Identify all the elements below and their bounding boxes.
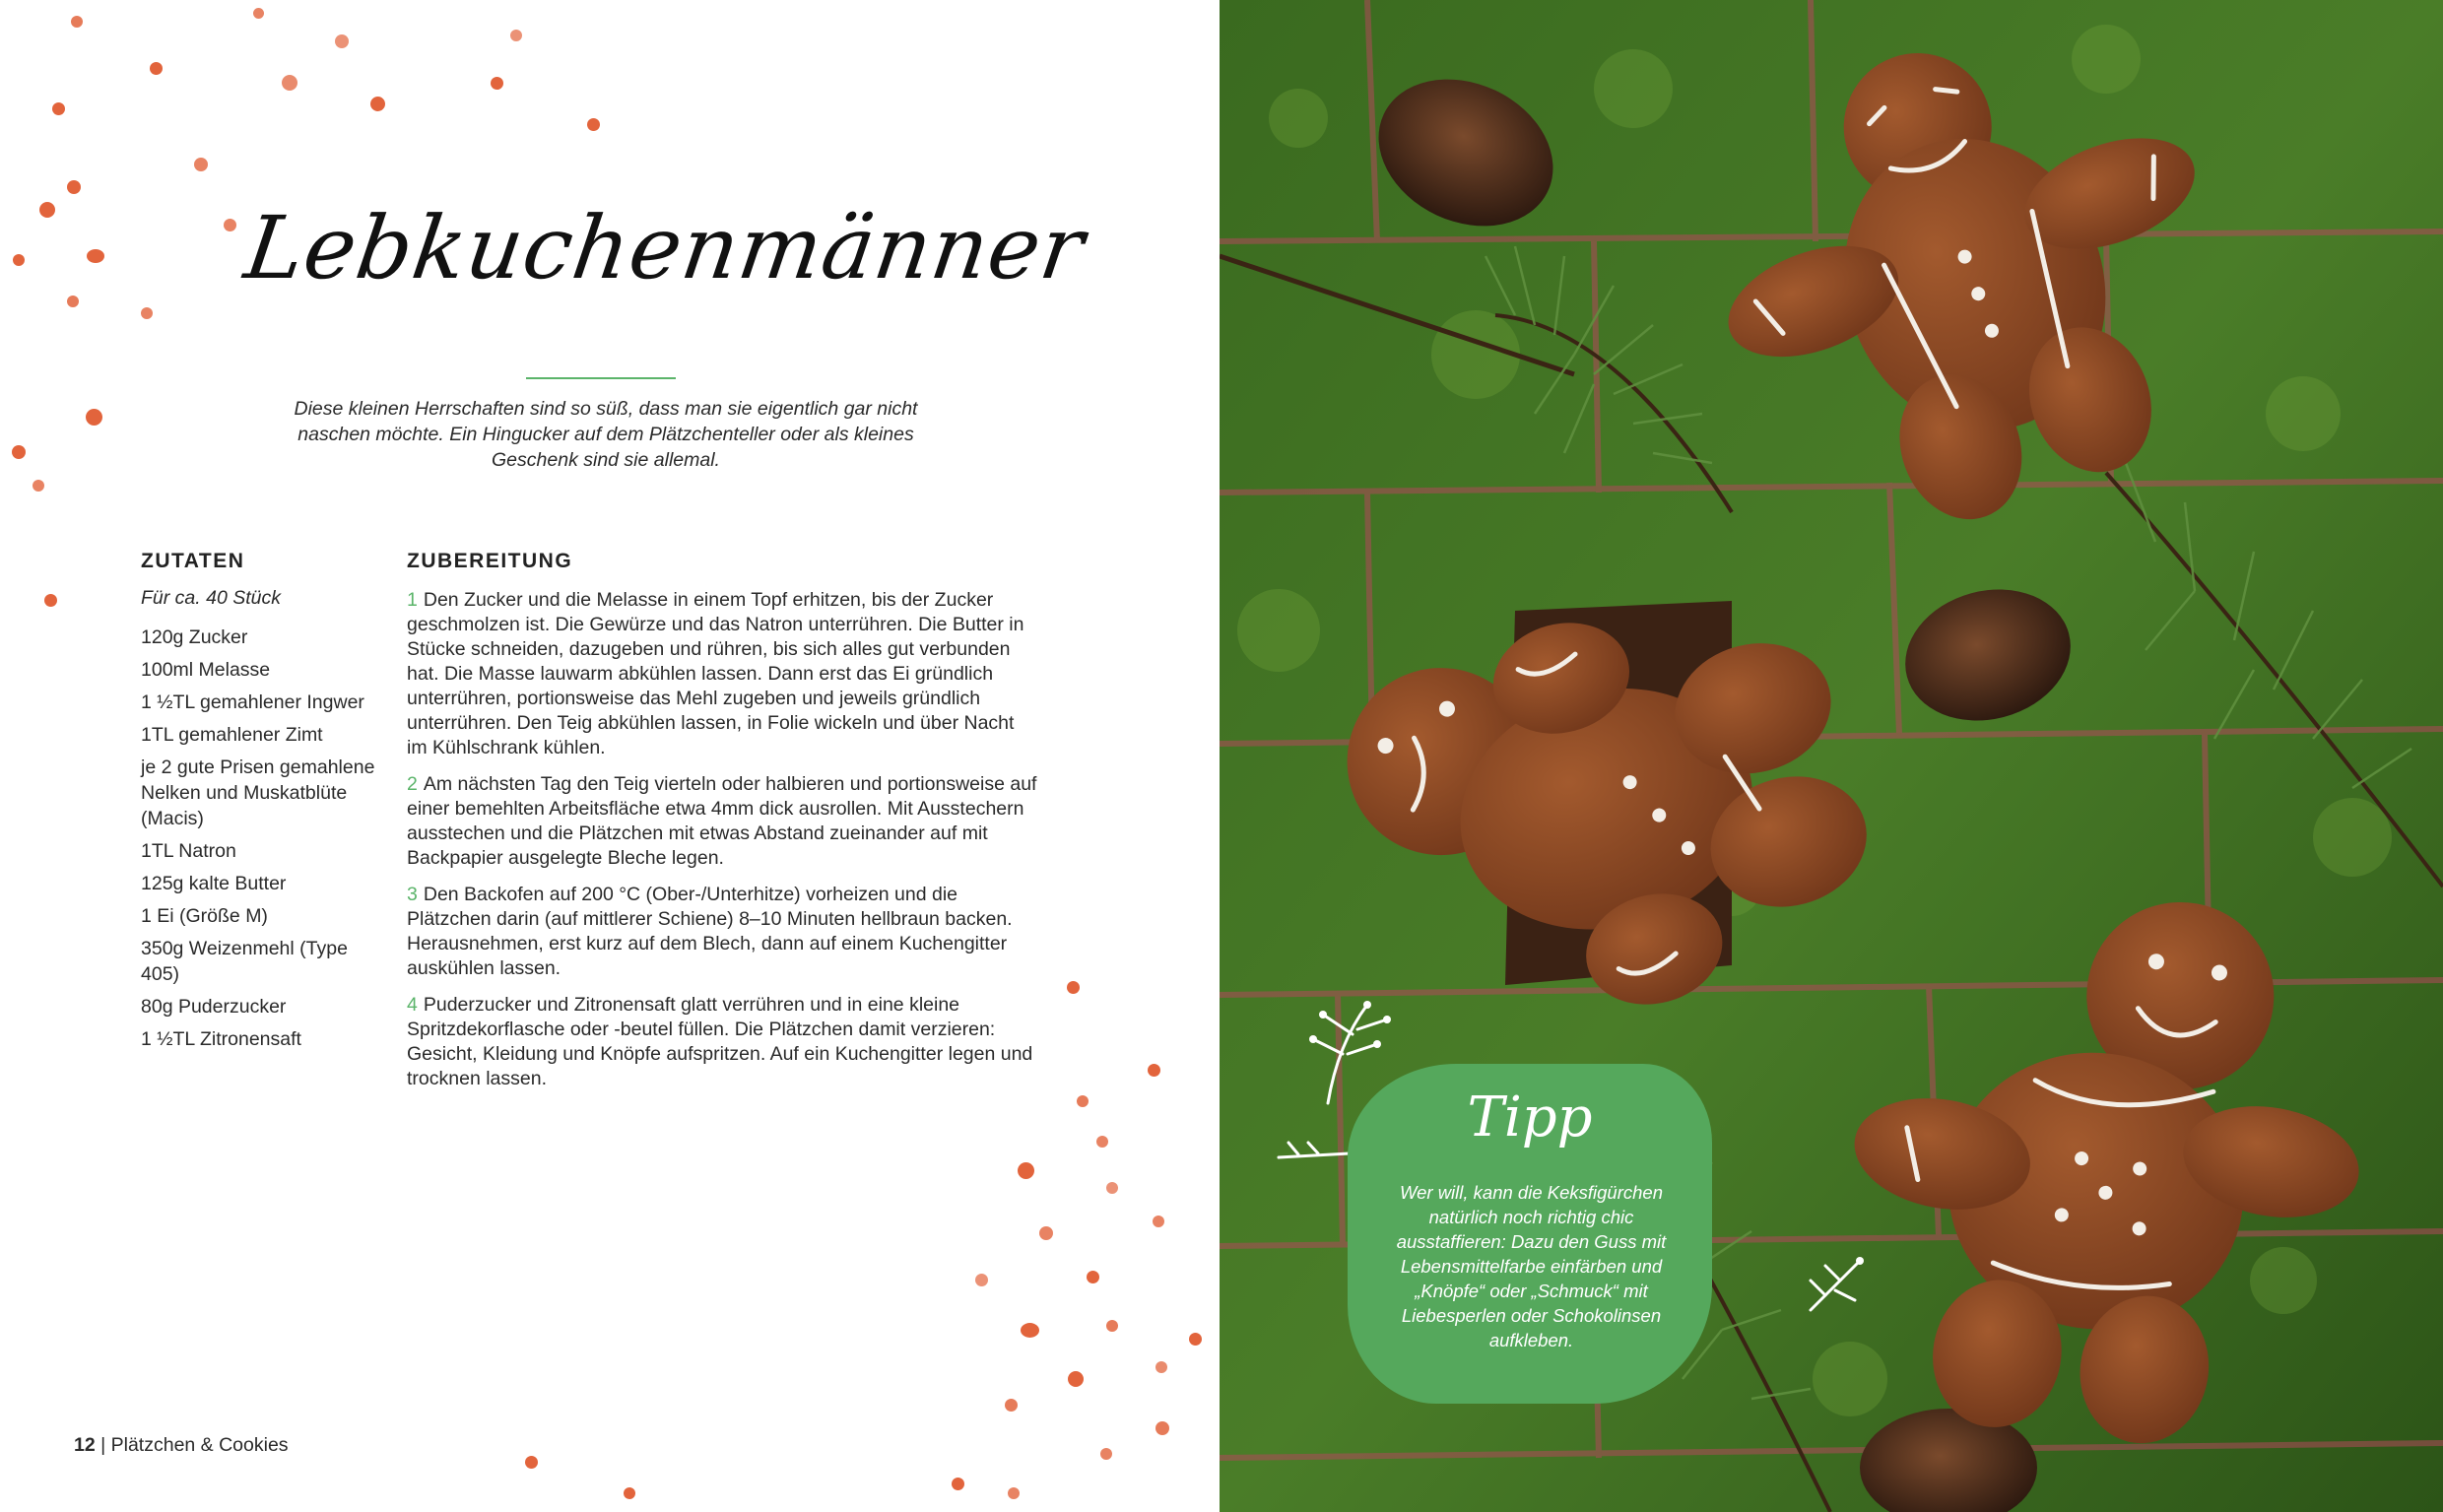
step-text: Den Backofen auf 200 °C (Ober-/Unterhitze) vorheizen und die Plätzchen darin (auf mittlerer Schiene) 8–10 Minuten hellbraun backen. Herausnehmen, erst kurz auf dem Blech, dann auf einem Kuchengitter auskühlen lassen. <box>407 884 1013 979</box>
preparation-steps <box>407 588 1037 1103</box>
confetti-dot <box>33 480 44 492</box>
confetti-dot <box>141 307 153 319</box>
confetti-dot <box>1008 1487 1020 1499</box>
confetti-dot <box>1005 1399 1018 1412</box>
confetti-dot <box>624 1487 635 1499</box>
confetti-dot <box>1100 1448 1112 1460</box>
step-text: Den Zucker und die Melasse in einem Topf erhitzen, bis der Zucker geschmolzen ist. Die Gewürze und das Natron unterrühren. Die Butter in Stücke schneiden, dazugeben und rühren, bis sich alles gut verbunden hat. Die Masse lauwarm abkühlen lassen. Dann erst das Ei gründlich unterrühren, portionsweise das Mehl zugeben und jeweils gründlich unterrühren. Den Teig abkühlen lassen, in Folie wickeln und über Nacht im Kühlschrank kühlen. <box>407 589 1024 758</box>
ingredient-item: 80g Puderzucker <box>141 996 287 1018</box>
left-page <box>0 0 1220 1512</box>
confetti-dot <box>1087 1271 1099 1283</box>
confetti-dot <box>1021 1323 1039 1338</box>
confetti-dot <box>370 97 385 111</box>
confetti-dot <box>952 1478 964 1490</box>
ingredients-yield: Für ca. 40 Stück <box>141 587 281 609</box>
confetti-dot <box>1155 1361 1167 1373</box>
confetti-dot <box>335 34 349 48</box>
page-footer <box>74 1434 289 1457</box>
step-number: 1 <box>407 589 418 611</box>
confetti-dot <box>975 1274 988 1286</box>
confetti-dot <box>224 219 236 231</box>
confetti-dot <box>194 158 208 171</box>
preparation-step <box>407 993 1037 1091</box>
confetti-dot <box>87 249 104 263</box>
confetti-dot <box>1155 1421 1169 1435</box>
ingredient-item: 1 ½TL gemahlener Ingwer <box>141 691 364 713</box>
preparation-step <box>407 883 1037 981</box>
confetti-dot <box>1018 1162 1034 1179</box>
confetti-dot <box>1153 1216 1164 1227</box>
ingredient-item: 1TL gemahlener Zimt <box>141 724 323 746</box>
ingredients-list <box>141 625 377 1059</box>
confetti-dot <box>86 409 102 426</box>
step-number: 2 <box>407 773 418 795</box>
step-text: Puderzucker und Zitronensaft glatt verrühren und in eine kleine Spritzdekorflasche oder -beutel füllen. Die Plätzchen damit verzieren: Gesicht, Kleidung und Knöpfe aufspritzen. Auf ein Kuchengitter legen und trocknen lassen. <box>407 994 1033 1089</box>
preparation-step <box>407 772 1037 871</box>
footer-section: Plätzchen & Cookies <box>110 1434 289 1456</box>
ingredients-heading: ZUTATEN <box>141 550 245 572</box>
ingredient-item: 1 ½TL Zitronensaft <box>141 1028 301 1050</box>
preparation-heading: ZUBEREITUNG <box>407 550 573 572</box>
ingredient-item: 120g Zucker <box>141 626 248 648</box>
ingredient-item: 1 Ei (Größe M) <box>141 905 268 927</box>
footer-separator: | <box>100 1434 106 1456</box>
confetti-dot <box>491 77 503 90</box>
ingredient-item: je 2 gute Prisen gemahlene Nelken und Muskatblüte (Macis) <box>141 756 375 829</box>
ingredient-item: 100ml Melasse <box>141 659 271 681</box>
tip-box <box>1348 1064 1712 1404</box>
tip-title: Tipp <box>1467 1085 1593 1150</box>
confetti-dot <box>1106 1320 1118 1332</box>
confetti-dot <box>1096 1136 1108 1148</box>
confetti-dot <box>1067 981 1080 994</box>
tip-text: Wer will, kann die Keksfigürchen natürlich noch richtig chic ausstaffieren: Dazu den Guss mit Lebensmittelfarbe einfärben und „Knöpfe“ oder „Schmuck“ mit Liebesperlen oder Schokolinsen aufkleben. <box>1396 1182 1667 1350</box>
recipe-intro: Diese kleinen Herrschaften sind so süß, dass man sie eigentlich gar nicht naschen möchte. Ein Hingucker auf dem Plätzchenteller oder als kleines Geschenk sind sie allemal. <box>294 398 918 471</box>
ingredient-item: 1TL Natron <box>141 840 236 862</box>
confetti-dot <box>12 445 26 459</box>
confetti-dot <box>510 30 522 41</box>
confetti-dot <box>1068 1371 1084 1387</box>
photo-page <box>1220 0 2443 1512</box>
confetti-dot <box>71 16 83 28</box>
ingredient-item: 350g Weizenmehl (Type 405) <box>141 938 348 985</box>
confetti-dot <box>1148 1064 1160 1077</box>
confetti-dot <box>39 202 55 218</box>
step-number: 3 <box>407 884 418 905</box>
ingredient-item: 125g kalte Butter <box>141 873 287 894</box>
step-text: Am nächsten Tag den Teig vierteln oder halbieren und portionsweise auf einer bemehlten Arbeitsfläche etwa 4mm dick ausrollen. Mit Ausstechern ausstechen und die Plätzchen mit etwas Abstand zueinander auf mit Backpapier ausgelegte Bleche legen. <box>407 773 1037 869</box>
confetti-dot <box>253 8 264 19</box>
confetti-dot <box>1039 1226 1053 1240</box>
confetti-dot <box>67 296 79 307</box>
title-divider <box>526 377 676 379</box>
confetti-dot <box>13 254 25 266</box>
confetti-dot <box>282 75 297 91</box>
confetti-dot <box>44 594 57 607</box>
page-number: 12 <box>74 1434 96 1456</box>
step-number: 4 <box>407 994 418 1016</box>
confetti-dot <box>52 102 65 115</box>
confetti-dot <box>150 62 163 75</box>
confetti-dot <box>1189 1333 1202 1346</box>
confetti-dot <box>1077 1095 1089 1107</box>
preparation-step <box>407 588 1037 760</box>
confetti-dot <box>525 1456 538 1469</box>
recipe-title: Lebkuchenmänner <box>238 197 1091 298</box>
confetti-dot <box>587 118 600 131</box>
confetti-dot <box>1106 1182 1118 1194</box>
confetti-dot <box>67 180 81 194</box>
